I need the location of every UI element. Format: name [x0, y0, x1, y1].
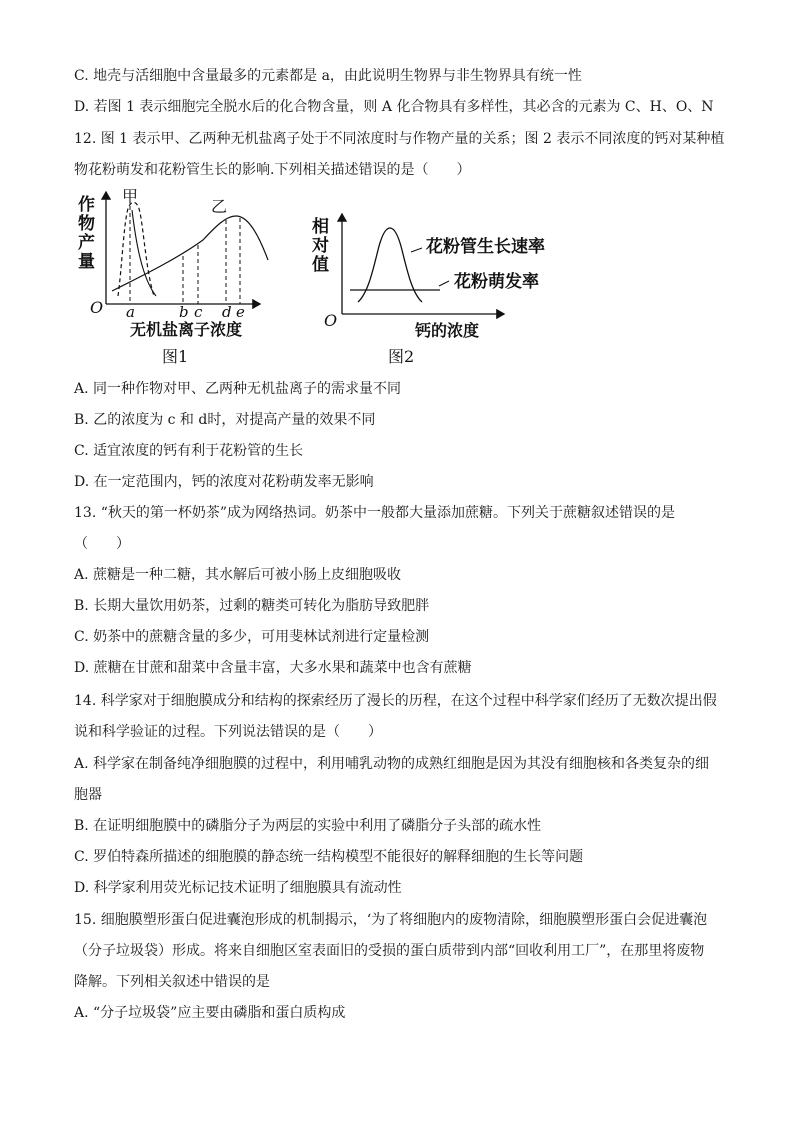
q15-stem-line2: （分子垃圾袋）形成。将来自细胞区室表面旧的受损的蛋白质带到内部“回收利用工厂”，在那里将废物 [74, 943, 705, 959]
q12-option-d: D. 在一定范围内，钙的浓度对花粉萌发率无影响 [74, 474, 374, 490]
fig2-leader-germination [439, 281, 449, 286]
fig2-label-germination: 花粉萌发率 [454, 272, 539, 292]
fig2-ylabel-char: 相 [312, 217, 329, 237]
q15-stem-line1: 15. 细胞膜塑形蛋白促进囊泡形成的机制揭示，‘为了将细胞内的废物清除，细胞膜塑形蛋白会促进囊泡 [74, 912, 708, 928]
q13-stem-line1: 13. “秋天的第一杯奶茶”成为网络热词。奶茶中一般都大量添加蔗糖。下列关于蔗糖叙述错误的是 [74, 505, 676, 521]
q12-option-a: A. 同一种作物对甲、乙两种无机盐离子的需求量不同 [74, 381, 402, 397]
q12-option-c: C. 适宜浓度的钙有利于花粉管的生长 [74, 443, 304, 459]
q13-stem-line2: （ ） [74, 536, 130, 552]
fig1-curve-yi [112, 216, 268, 291]
fig2-curve-growth [358, 228, 422, 302]
q12-option-b: B. 乙的浓度为 c 和 d时，对提高产量的效果不同 [74, 412, 376, 428]
q14-stem-line1: 14. 科学家对于细胞膜成分和结构的探索经历了漫长的历程，在这个过程中科学家们经历了无数次提出假 [74, 693, 717, 709]
q14-option-c: C. 罗伯特森所描述的细胞膜的静态统一结构模型不能很好的解释细胞的生长等问题 [74, 849, 584, 865]
fig1-origin: O [90, 298, 104, 317]
fig1-ylabel-char: 产 [78, 233, 95, 253]
q15-stem-line3: 降解。下列相关叙述中错误的是 [74, 974, 270, 990]
figure-2 [312, 214, 545, 366]
fig2-ylabel-char: 对 [312, 236, 329, 256]
fig1-tick: d [222, 303, 232, 321]
figure-1 [78, 188, 268, 366]
fig2-caption: 图2 [388, 347, 415, 366]
fig1-tick: c [194, 303, 203, 321]
fig1-label-jia: 甲 [122, 188, 139, 206]
q11-option-c: C. 地壳与活细胞中含量最多的元素都是 a，由此说明生物界与非生物界具有统一性 [74, 68, 582, 84]
fig1-curve-jia [118, 202, 154, 296]
q11-option-d: D. 若图 1 表示细胞完全脱水后的化合物含量，则 A 化合物具有多样性，其必含的元素为 C、H、O、N [74, 99, 714, 115]
q12-stem-line1: 12. 图 1 表示甲、乙两种无机盐离子处于不同浓度时与作物产量的关系；图 2 表示不同浓度的钙对某种植 [74, 131, 725, 147]
fig1-ylabel-char: 量 [78, 252, 95, 272]
q13-option-d: D. 蔗糖在甘蔗和甜菜中含量丰富，大多水果和蔬菜中也含有蔗糖 [74, 660, 472, 676]
fig1-tick: e [236, 303, 245, 321]
fig2-xlabel: 钙的浓度 [415, 321, 480, 340]
q13-option-c: C. 奶茶中的蔗糖含量的多少，可用斐林试剂进行定量检测 [74, 629, 430, 645]
fig1-xlabel: 无机盐离子浓度 [130, 320, 243, 339]
q14-option-d: D. 科学家利用荧光标记技术证明了细胞膜具有流动性 [74, 880, 402, 896]
fig2-origin: O [324, 311, 338, 330]
q13-option-b: B. 长期大量饮用奶茶，过剩的糖类可转化为脂肪导致肥胖 [74, 598, 430, 614]
fig1-curve-jia-tail [132, 210, 156, 296]
fig1-tick: b [179, 303, 189, 321]
q12-figures [68, 188, 608, 373]
fig2-label-growth: 花粉管生长速率 [426, 237, 545, 257]
fig2-leader-growth [411, 248, 422, 252]
fig1-ylabel-char: 物 [78, 214, 95, 234]
fig2-ylabel-char: 值 [312, 255, 329, 275]
q14-option-a-line1: A. 科学家在制备纯净细胞膜的过程中，利用哺乳动物的成熟红细胞是因为其没有细胞核和各类复杂的细 [74, 756, 710, 772]
fig1-tick: a [126, 303, 135, 321]
q13-option-a: A. 蔗糖是一种二糖，其水解后可被小肠上皮细胞吸收 [74, 567, 402, 583]
fig1-label-yi: 乙 [211, 197, 228, 216]
q12-stem-line2: 物花粉萌发和花粉管生长的影响.下列相关描述错误的是（ ） [74, 162, 471, 178]
fig1-ylabel-char: 作 [78, 195, 95, 215]
fig1-caption: 图1 [162, 347, 189, 366]
q12-figures-svg [68, 188, 608, 373]
q14-option-a-line2: 胞器 [74, 787, 102, 803]
q14-option-b: B. 在证明细胞膜中的磷脂分子为两层的实验中利用了磷脂分子头部的疏水性 [74, 818, 542, 834]
q14-stem-line2: 说和科学验证的过程。下列说法错误的是（ ） [74, 724, 382, 740]
q15-option-a: A. “分子垃圾袋”应主要由磷脂和蛋白质构成 [74, 1005, 346, 1021]
